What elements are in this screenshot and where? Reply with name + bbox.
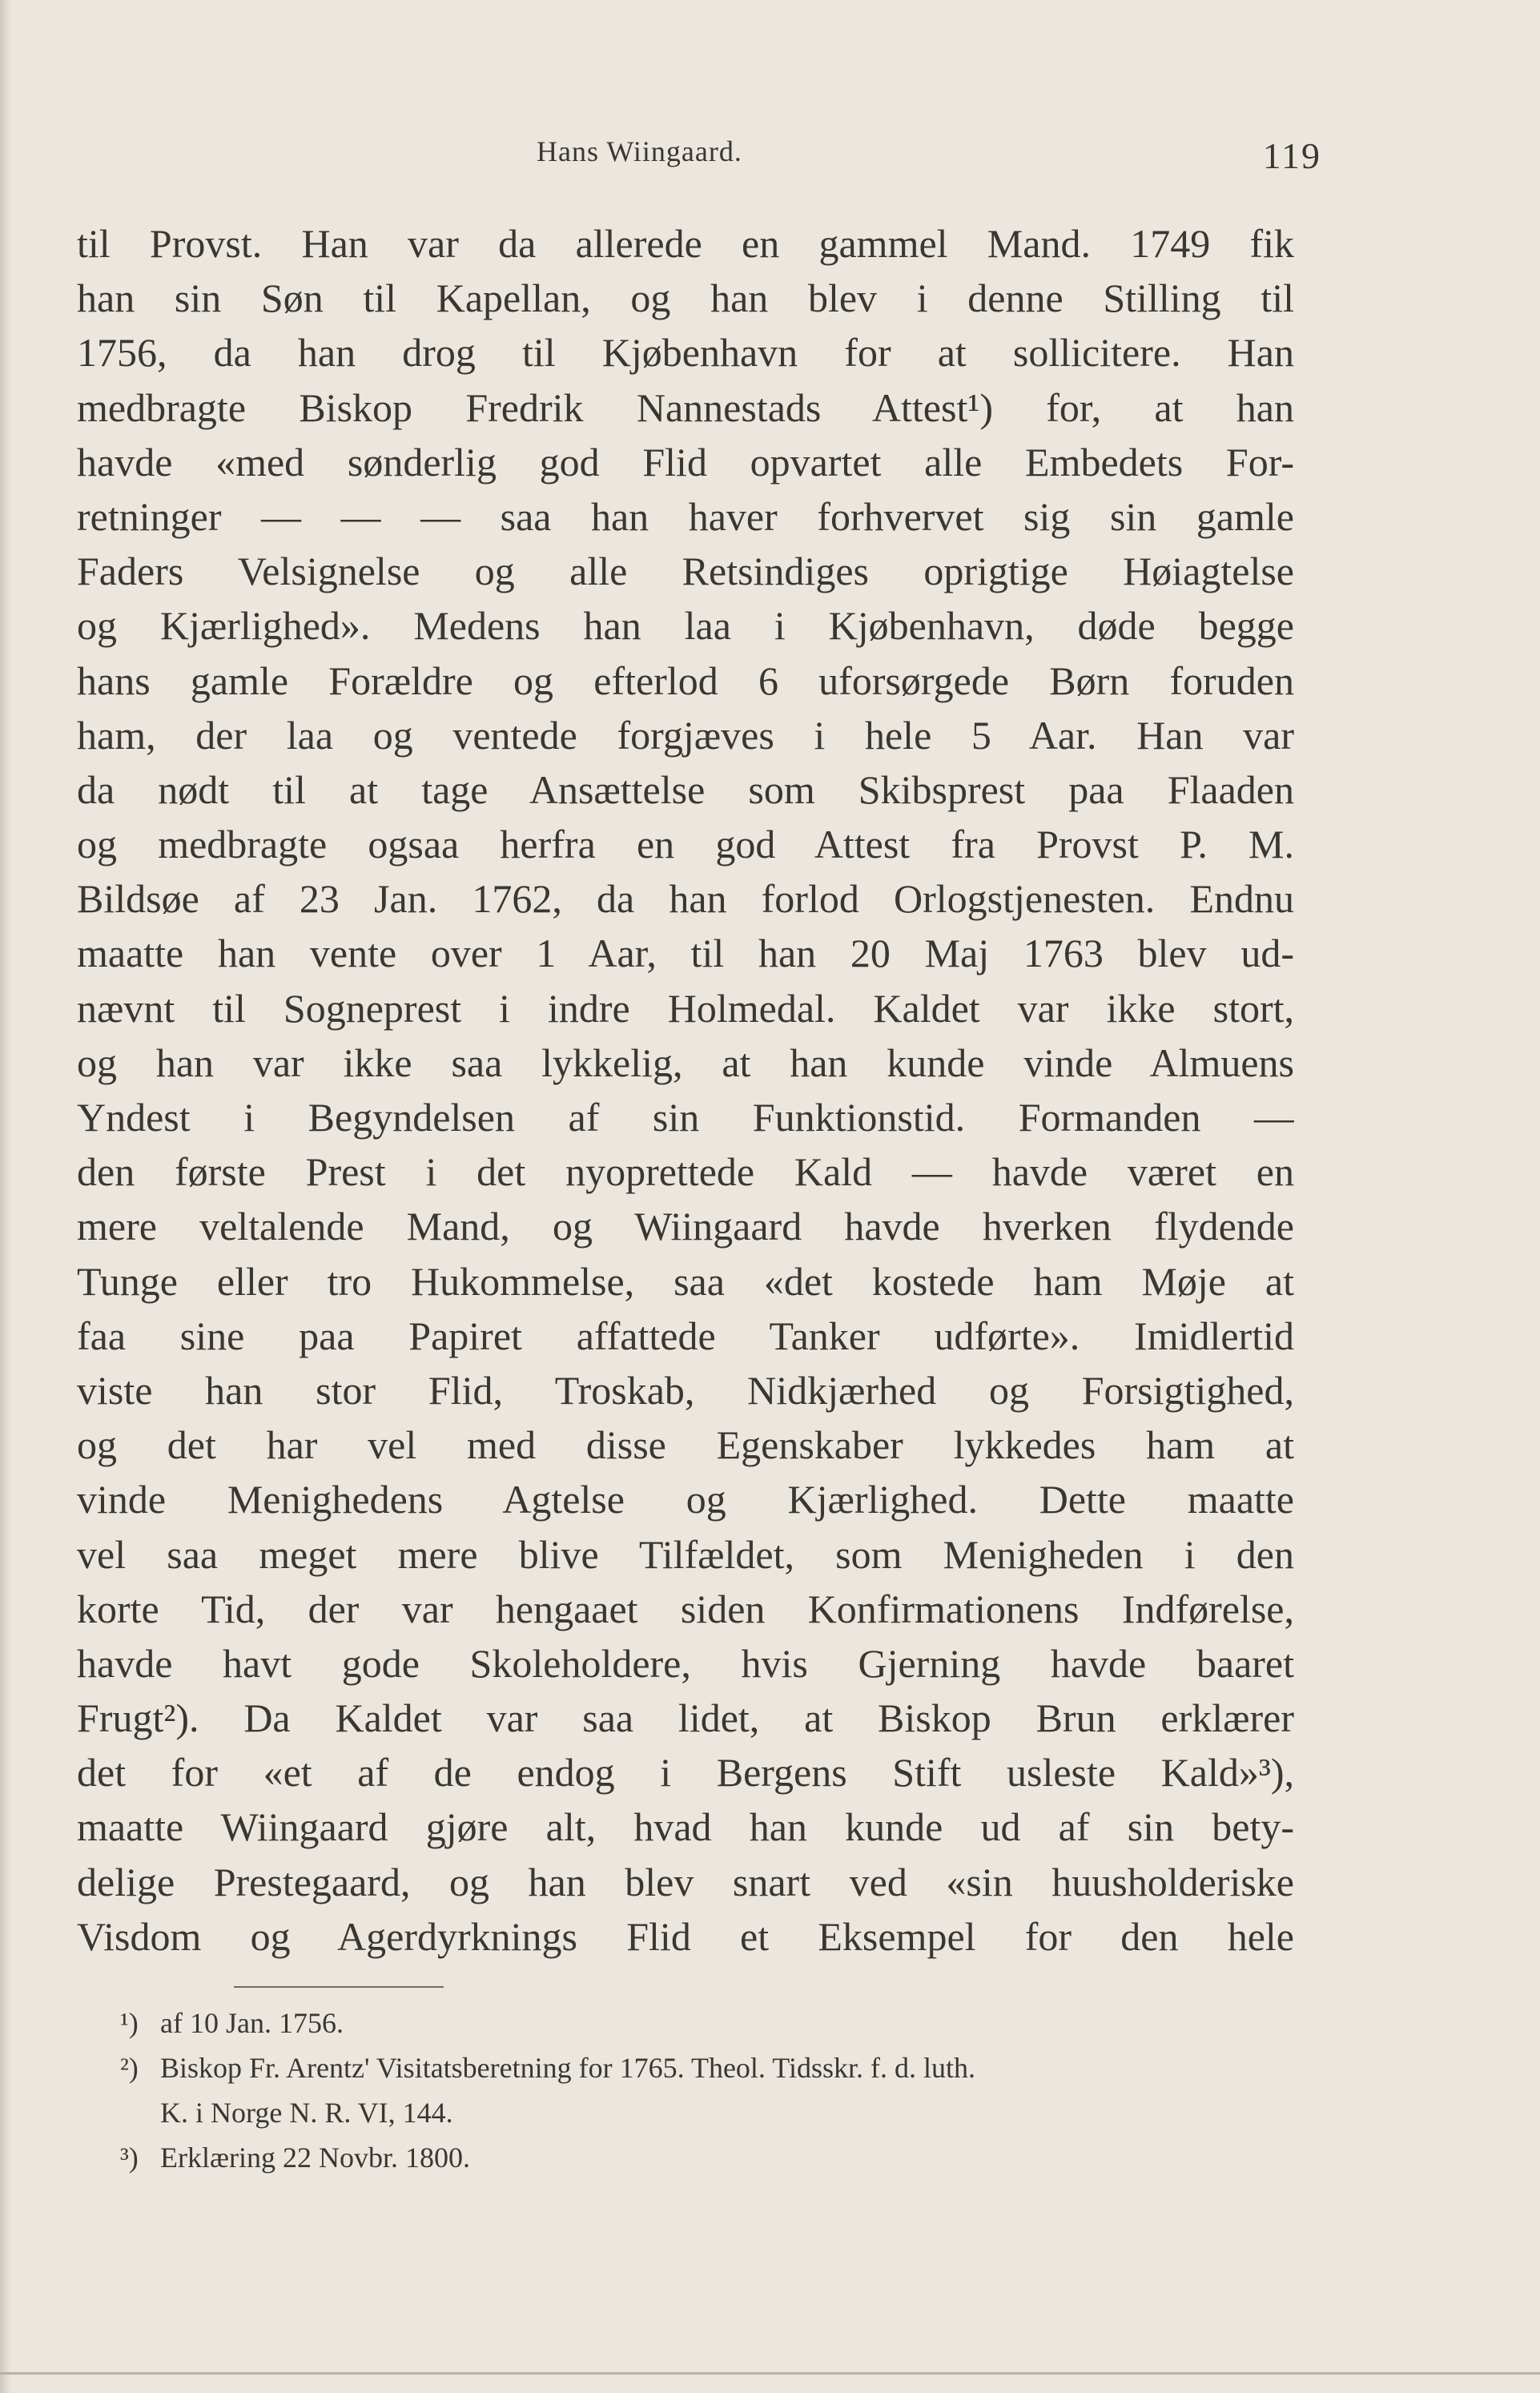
body-line: 1756, da han drog til Kjøbenhavn for at sollicitere. Han bbox=[77, 330, 1294, 376]
body-text bbox=[77, 216, 1294, 1964]
running-head bbox=[0, 135, 1540, 191]
body-line: viste han stor Flid, Troskab, Nidkjærhed og Forsigtighed, bbox=[77, 1367, 1294, 1413]
body-line: Yndest i Begyndelsen af sin Funktionstid. Formanden — bbox=[77, 1095, 1294, 1140]
footnote-3 bbox=[120, 2135, 1297, 2180]
footnote-marker: ²) bbox=[120, 2052, 139, 2084]
body-line: Faders Velsignelse og alle Retsindiges oprigtige Høiagtelse bbox=[77, 549, 1294, 594]
body-line: medbragte Biskop Fredrik Nannestads Attest¹) for, at han bbox=[77, 384, 1294, 430]
body-line: vinde Menighedens Agtelse og Kjærlighed. Dette maatte bbox=[77, 1477, 1294, 1522]
body-line: og medbragte ogsaa herfra en god Attest fra Provst P. M. bbox=[77, 822, 1294, 867]
body-line: det for «et af de endog i Bergens Stift usleste Kald»³), bbox=[77, 1750, 1294, 1796]
body-line: korte Tid, der var hengaaet siden Konfirmationens Indførelse, bbox=[77, 1586, 1294, 1631]
footnote-text: Erklæring 22 Novbr. 1800. bbox=[160, 2142, 470, 2174]
running-title: Hans Wiingaard. bbox=[537, 135, 742, 167]
body-line: hans gamle Forældre og efterlod 6 uforsørgede Børn foruden bbox=[77, 658, 1294, 703]
page-edge-shadow bbox=[0, 0, 11, 2393]
footnote-divider bbox=[234, 1986, 444, 1988]
body-line: havde havt gode Skoleholdere, hvis Gjerning havde baaret bbox=[77, 1640, 1294, 1686]
footnote-2-continuation: K. i Norge N. R. VI, 144. bbox=[160, 2097, 453, 2129]
body-line: vel saa meget mere blive Tilfældet, som Menigheden i den bbox=[77, 1531, 1294, 1577]
footnote-text: Biskop Fr. Arentz' Visitatsberetning for 1765. Theol. Tidsskr. f. d. luth. bbox=[160, 2052, 976, 2084]
body-line: og Kjærlighed». Medens han laa i Kjøbenhavn, døde begge bbox=[77, 603, 1294, 649]
body-line: faa sine paa Papiret affattede Tanker udførte». Imidlertid bbox=[77, 1313, 1294, 1358]
body-line: maatte Wiingaard gjøre alt, hvad han kunde ud af sin bety- bbox=[77, 1804, 1294, 1850]
body-line: da nødt til at tage Ansættelse som Skibsprest paa Flaaden bbox=[77, 766, 1294, 812]
footnote-text: af 10 Jan. 1756. bbox=[160, 2007, 344, 2039]
body-line: retninger — — — saa han haver forhvervet sig sin gamle bbox=[77, 493, 1294, 539]
body-line: mere veltalende Mand, og Wiingaard havde hverken flydende bbox=[77, 1204, 1294, 1249]
body-line: Visdom og Agerdyrknings Flid et Eksempel for den hele bbox=[77, 1913, 1294, 1959]
body-line: Bildsøe af 23 Jan. 1762, da han forlod Orlogstjenesten. Endnu bbox=[77, 876, 1294, 922]
body-line: Frugt²). Da Kaldet var saa lidet, at Biskop Brun erklærer bbox=[77, 1695, 1294, 1741]
body-line: og han var ikke saa lykkelig, at han kunde vinde Almuens bbox=[77, 1040, 1294, 1085]
footnote-marker: ¹) bbox=[120, 2007, 139, 2039]
body-line: til Provst. Han var da allerede en gammel Mand. 1749 fik bbox=[77, 221, 1294, 266]
footnotes bbox=[120, 2001, 1297, 2180]
body-line: nævnt til Sogneprest i indre Holmedal. Kaldet var ikke stort, bbox=[77, 985, 1294, 1031]
body-line: havde «med sønderlig god Flid opvartet alle Embedets For- bbox=[77, 439, 1294, 485]
page-bottom-edge bbox=[0, 2372, 1540, 2375]
body-line: og det har vel med disse Egenskaber lykkedes ham at bbox=[77, 1422, 1294, 1468]
page-number: 119 bbox=[1262, 135, 1321, 176]
body-line: ham, der laa og ventede forgjæves i hele 5 Aar. Han var bbox=[77, 712, 1294, 758]
footnote-marker: ³) bbox=[120, 2142, 139, 2174]
body-line: Tunge eller tro Hukommelse, saa «det kostede ham Møje at bbox=[77, 1258, 1294, 1304]
body-line: maatte han vente over 1 Aar, til han 20 Maj 1763 blev ud- bbox=[77, 931, 1294, 976]
body-line: han sin Søn til Kapellan, og han blev i denne Stilling til bbox=[77, 275, 1294, 321]
body-line: den første Prest i det nyoprettede Kald — havde været en bbox=[77, 1149, 1294, 1195]
footnote-1 bbox=[120, 2001, 1297, 2045]
footnote-2 bbox=[120, 2045, 1297, 2090]
body-line: delige Prestegaard, og han blev snart ved «sin huusholderiske bbox=[77, 1859, 1294, 1904]
